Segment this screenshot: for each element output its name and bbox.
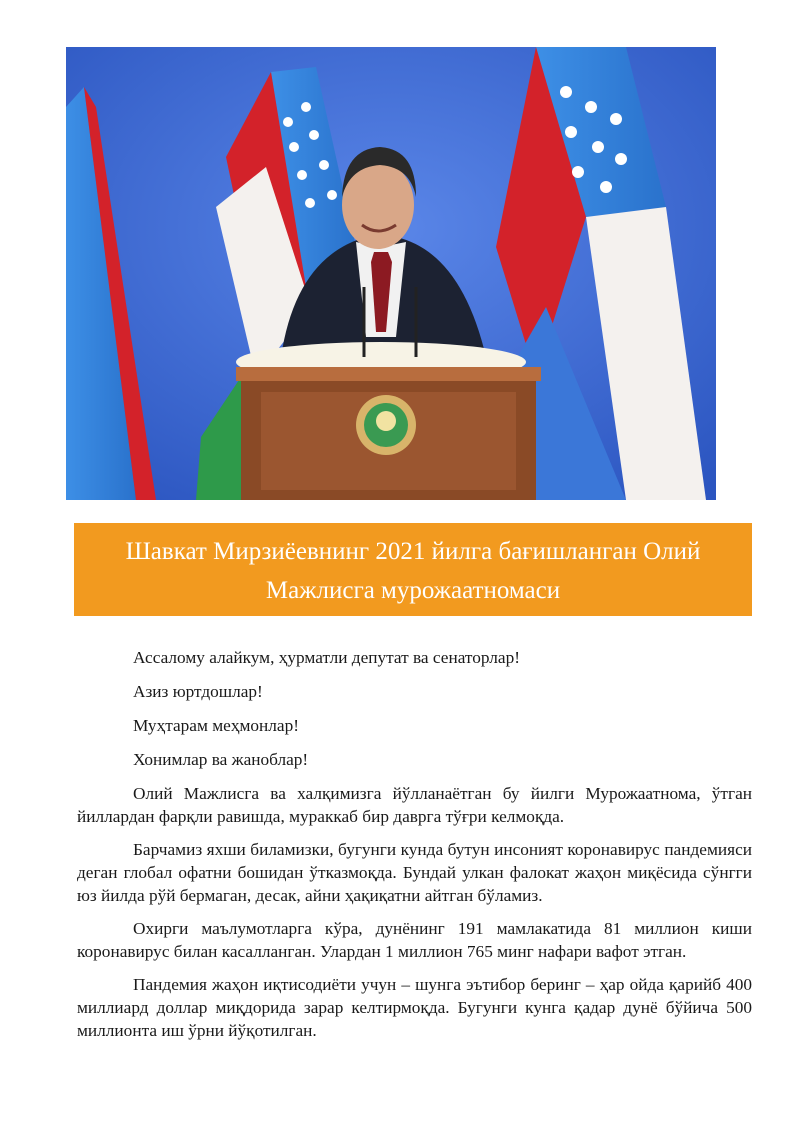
greeting-2: Азиз юртдошлар! (133, 682, 263, 701)
paragraph-3: Охирги маълумотларга кўра, дунёнинг 191 мамлакатида 81 миллион киши коронавирус билан касалланган. Улардан 1 миллион 765 минг нафари вафот этган. (77, 919, 752, 961)
greeting-4: Хонимлар ва жаноблар! (133, 750, 309, 769)
greeting-1: Ассалому алайкум, ҳурматли депутат ва сенаторлар! (133, 648, 520, 667)
header-photo (66, 47, 716, 500)
podium (236, 342, 541, 500)
speaker-photo-illustration (66, 47, 716, 500)
title-line-1: Шавкат Мирзиёевнинг 2021 йилга бағишланган Олий (125, 538, 701, 565)
speech-body (77, 646, 752, 1052)
title-banner (74, 523, 752, 616)
paragraph-2: Барчамиз яхши биламизки, бугунги кунда бутун инсоният коронавирус пандемияси деган глобал офатни бошидан ўтказмоқда. Бундай улкан фалокат жаҳон миқёсида сўнгги юз йилда рўй бермаган, десак, айни ҳақиқатни айтган бўламиз. (77, 840, 752, 905)
greeting-3: Муҳтарам меҳмонлар! (133, 716, 299, 735)
title-line-2: Мажлисга мурожаатномаси (265, 577, 561, 604)
paragraph-1: Олий Мажлисга ва халқимизга йўлланаётган бу йилги Мурожаатнома, ўтган йиллардан фарқли равишда, мураккаб бир даврга тўғри келмоқда. (77, 784, 752, 826)
paragraph-4: Пандемия жаҳон иқтисодиёти учун – шунга эътибор беринг – ҳар ойда қарийб 400 миллиард доллар миқдорида зарар келтирмоқда. Бугунги кунга қадар дунё бўйича 500 миллионта иш ўрни йўқотилган. (77, 975, 752, 1040)
